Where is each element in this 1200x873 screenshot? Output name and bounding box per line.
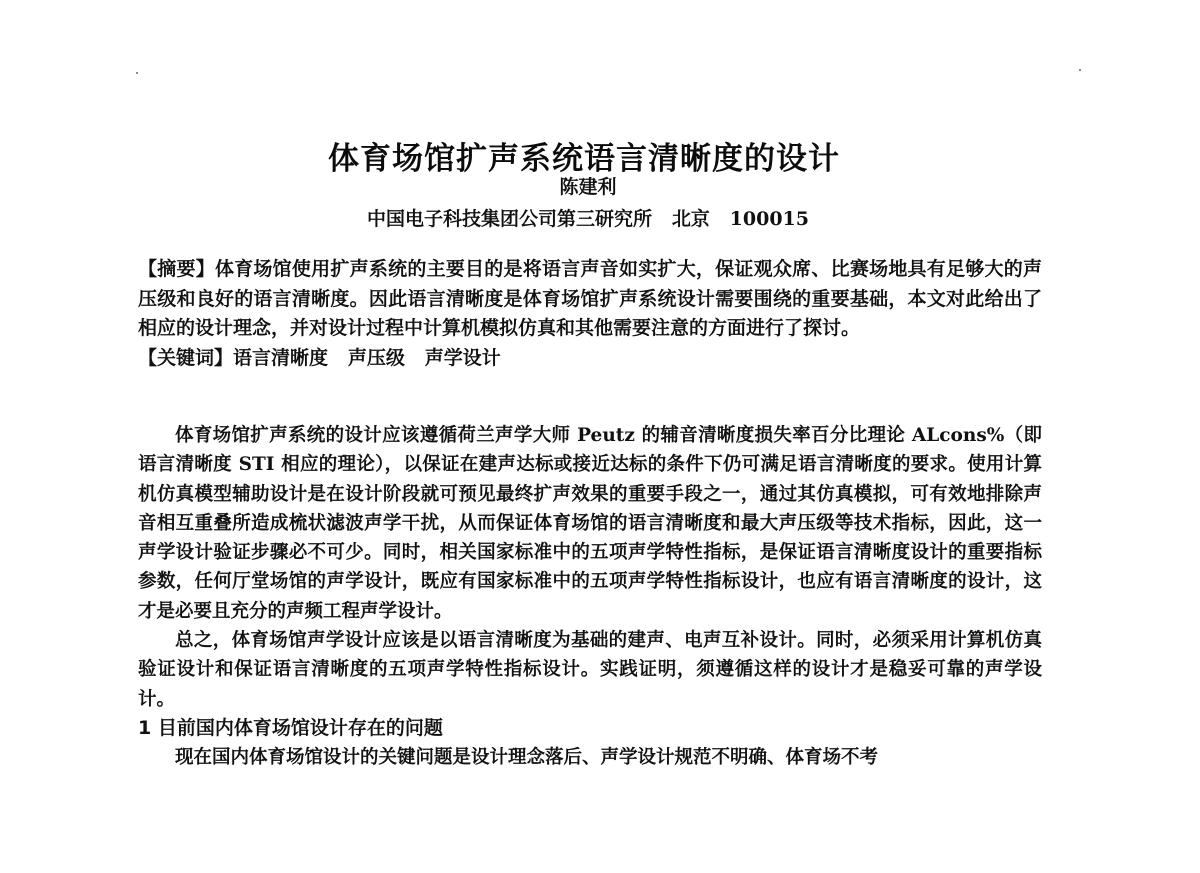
paper-body	[138, 255, 1042, 773]
body-paragraph: 现在国内体育场馆设计的关键问题是设计理念落后、声学设计规范不明确、体育场不考	[175, 747, 879, 769]
scan-speck	[1079, 69, 1081, 71]
author-name: 陈建利	[559, 176, 617, 198]
section-heading: 1 目前国内体育场馆设计存在的问题	[138, 716, 443, 739]
body-paragraph: 总之，体育场馆声学设计应该是以语言清晰度为基础的建声、电声互补设计。同时，必须采用计算机仿真验证设计和保证语言清晰度的五项声学特性指标设计。实践证明，须遵循这样的设计才是稳妥可靠的声学设计。	[138, 630, 1042, 710]
abstract: 【摘要】体育场馆使用扩声系统的主要目的是将语言声音如实扩大，保证观众席、比赛场地具有足够大的声压级和良好的语言清晰度。因此语言清晰度是体育场馆扩声系统设计需要围绕的重要基础，本文对此给出了相应的设计理念，并对设计过程中计算机模拟仿真和其他需要注意的方面进行了探讨。	[138, 258, 1042, 339]
body-paragraph: 体育场馆扩声系统的设计应该遵循荷兰声学大师 Peutz 的辅音清晰度损失率百分比理论 ALcons%（即语言清晰度 STI 相应的理论），以保证在建声达标或接近达标的条件下仍可满足语言清晰度的要求。使用计算机仿真模型辅助设计是在设计阶段就可预见最终扩声效果的重要手段之一，通过其仿真模拟，可有效地排除声音相互重叠所造成梳状滤波声学干扰，从而保证体育场馆的语言清晰度和最大声压级等技术指标，因此，这一声学设计验证步骤必不可少。同时，相关国家标准中的五项声学特性指标，是保证语言清晰度设计的重要指标参数，任何厅堂场馆的声学设计，既应有国家标准中的五项声学特性指标设计，也应有语言清晰度的设计，这才是必要且充分的声频工程声学设计。	[138, 425, 1042, 622]
keywords: 【关键词】语言清晰度 声压级 声学设计	[138, 346, 501, 369]
author-affiliation: 中国电子科技集团公司第三研究所 北京 100015	[366, 208, 809, 230]
paper-title: 体育场馆扩声系统语言清晰度的设计	[328, 140, 840, 177]
scan-speck	[136, 72, 138, 74]
